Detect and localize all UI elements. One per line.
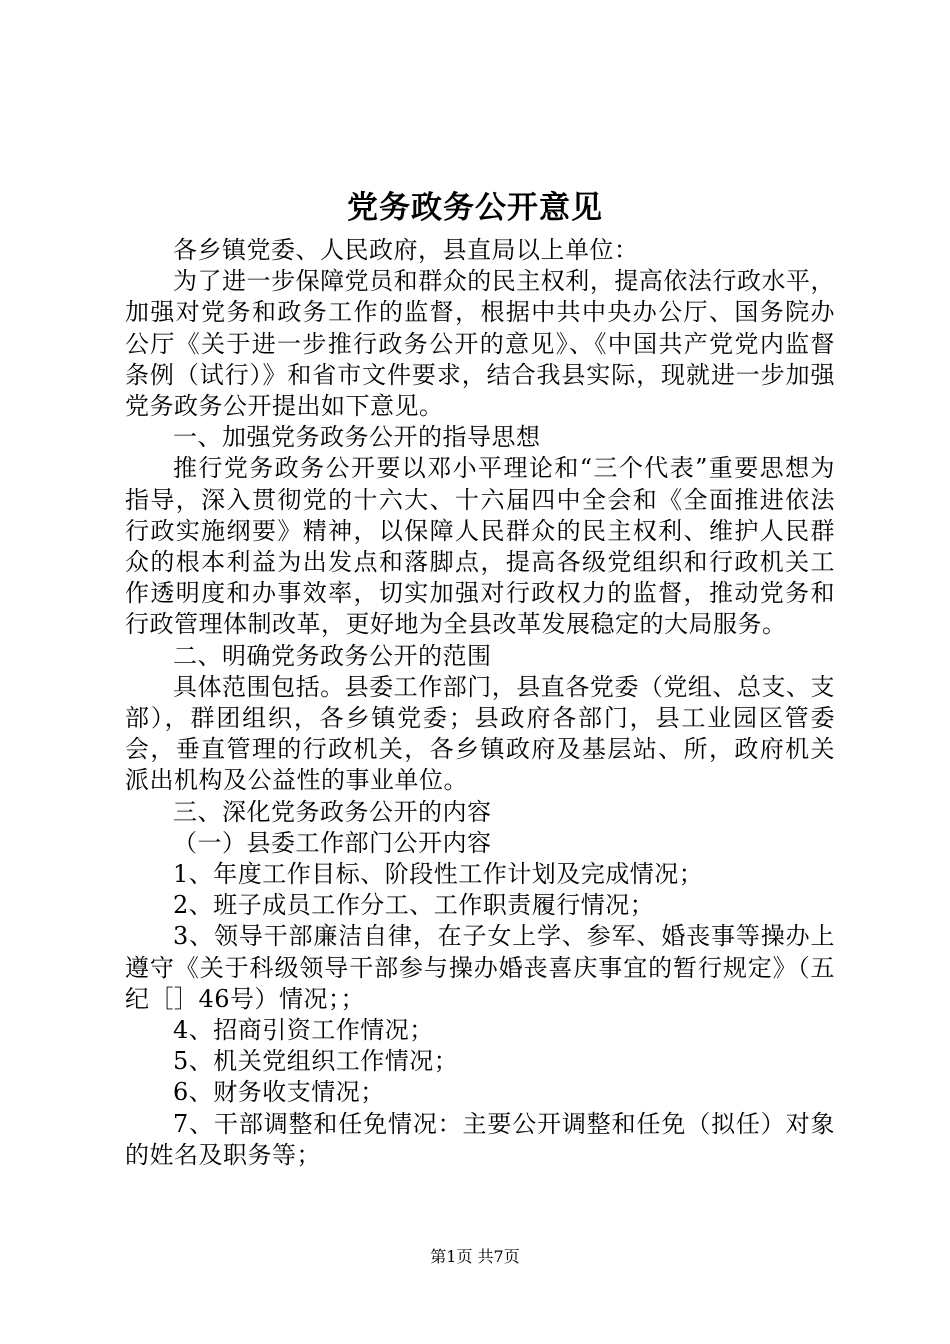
section-heading: 三、深化党务政务公开的内容 <box>173 797 492 826</box>
list-item: 2、班子成员工作分工、工作职责履行情况； <box>173 891 655 920</box>
list-item: 6、财务收支情况； <box>173 1078 385 1107</box>
document-body <box>125 235 835 1171</box>
list-item: 5、机关党组织工作情况； <box>173 1047 459 1076</box>
list-item: 7、干部调整和任免情况：主要公开调整和任免（拟任）对象的姓名及职务等； <box>125 1109 835 1169</box>
salutation: 各乡镇党委、人民政府，县直局以上单位： <box>173 236 639 264</box>
list-item: 1、年度工作目标、阶段性工作计划及完成情况； <box>173 860 704 889</box>
subsection-heading: （一）县委工作部门公开内容 <box>173 828 492 857</box>
list-item: 3、领导干部廉洁自律，在子女上学、参军、婚丧事等操办上遵守《关于科级领导干部参与操办婚丧喜庆事宜的暂行规定》（五纪［］46号）情况；； <box>125 922 835 1013</box>
body-paragraph: 推行党务政务公开要以邓小平理论和“三个代表”重要思想为指导，深入贯彻党的十六大、十六届四中全会和《全面推进依法行政实施纲要》精神，以保障人民群众的民主权利、维护人民群众的根本利益为出发点和落脚点，提高各级党组织和行政机关工作透明度和办事效率，切实加强对行政权力的监督，推动党务和行政管理体制改革，更好地为全县改革发展稳定的大局服务。 <box>125 454 835 639</box>
section-heading: 二、明确党务政务公开的范围 <box>173 641 492 670</box>
document-title: 党务政务公开意见 <box>347 190 603 226</box>
page-number-footer: 第1页 共7页 <box>430 1247 520 1266</box>
section-heading: 一、加强党务政务公开的指导思想 <box>173 423 541 452</box>
body-paragraph: 具体范围包括。县委工作部门，县直各党委（党组、总支、支部），群团组织，各乡镇党委；县政府各部门，县工业园区管委会，垂直管理的行政机关，各乡镇政府及基层站、所，政府机关派出机构及公益性的事业单位。 <box>125 672 835 795</box>
intro-paragraph: 为了进一步保障党员和群众的民主权利，提高依法行政水平，加强对党务和政务工作的监督，根据中共中央办公厅、国务院办公厅《关于进一步推行政务公开的意见》、《中国共产党党内监督条例（试行）》和省市文件要求，结合我县实际，现就进一步加强党务政务公开提出如下意见。 <box>125 267 835 421</box>
list-item: 4、招商引资工作情况； <box>173 1016 434 1045</box>
